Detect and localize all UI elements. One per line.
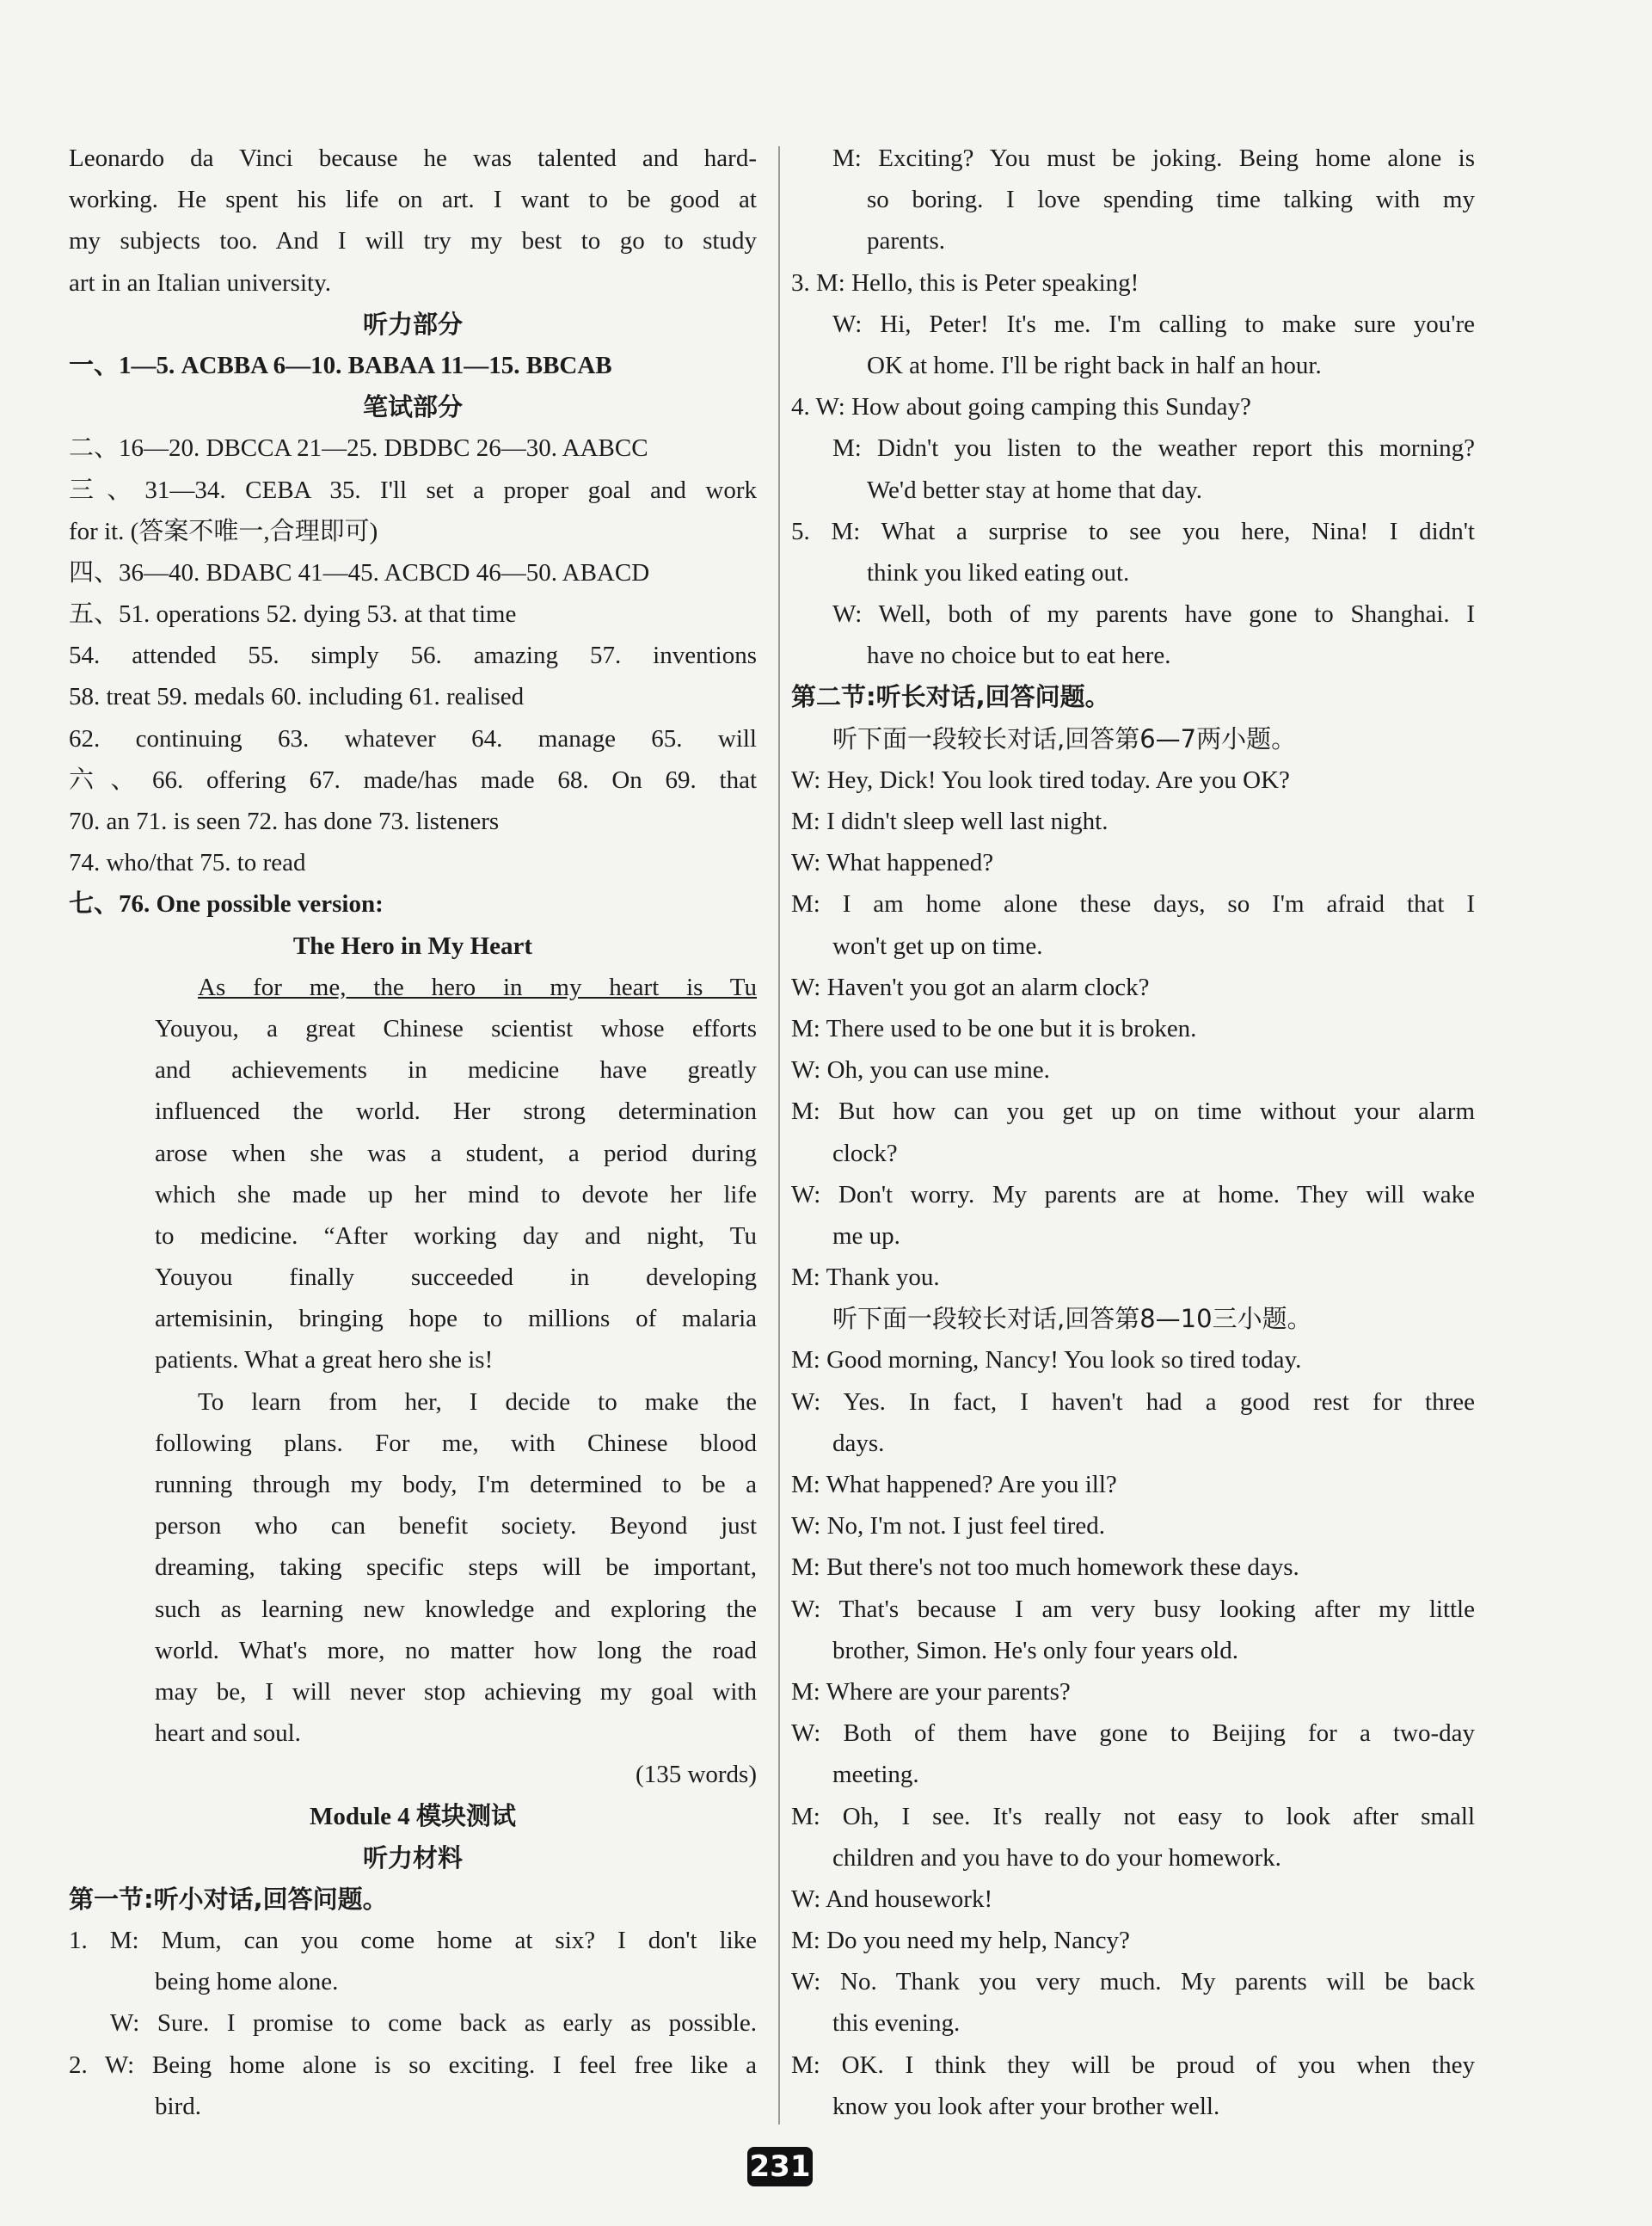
- essay-line: following plans. For me, with Chinese blood: [155, 1429, 757, 1457]
- listening-heading: 听力部分: [362, 309, 463, 339]
- dialogue-line: 2. W: Being home alone is so exciting. I feel free like a: [69, 2051, 757, 2079]
- material-title: 听力材料: [362, 1842, 463, 1872]
- answer-line: 58. treat 59. medals 60. including 61. realised: [69, 683, 525, 711]
- dialogue-line: M: Good morning, Nancy! You look so tired today.: [791, 1346, 1302, 1374]
- essay-line: Leonardo da Vinci because he was talented and hard-: [69, 145, 757, 172]
- essay-underlined-opening: As for me, the hero in my heart is Tu: [198, 973, 757, 1001]
- dialogue-line: days.: [832, 1429, 885, 1457]
- essay-line: world. What's more, no matter how long the road: [155, 1636, 757, 1664]
- answer-line: 62. continuing 63. whatever 64. manage 65. will: [69, 724, 757, 753]
- dialogue-line: M: I am home alone these days, so I'm afraid that I: [791, 890, 1475, 919]
- dialogue-line: W: No, I'm not. I just feel tired.: [791, 1512, 1105, 1540]
- dialogue-line: know you look after your brother well.: [832, 2092, 1220, 2120]
- dialogue-line: M: But how can you get up on time without your alarm: [791, 1098, 1475, 1126]
- left-column: [69, 138, 757, 2127]
- section-heading: 第一节:听小对话,回答问题。: [69, 1884, 388, 1914]
- dialogue-line: 5. M: What a surprise to see you here, Nina! I didn't: [791, 517, 1475, 545]
- essay-line: person who can benefit society. Beyond just: [155, 1512, 757, 1540]
- column-divider: [778, 146, 780, 2125]
- answer-line: 二、16—20. DBCCA 21—25. DBDBC 26—30. AABCC: [69, 434, 648, 463]
- answer-line: 六、66. offering 67. made/has made 68. On 69. that: [69, 766, 757, 794]
- essay-line: may be, I will never stop achieving my goal with: [155, 1677, 757, 1706]
- dialogue-line: won't get up on time.: [832, 932, 1043, 960]
- essay-line: patients. What a great hero she is!: [155, 1346, 494, 1374]
- essay-title: The Hero in My Heart: [292, 932, 533, 960]
- essay-line: [69, 967, 757, 1008]
- essay-line: such as learning new knowledge and exploring the: [155, 1595, 757, 1623]
- dialogue-line: M: Exciting? You must be joking. Being home alone is: [832, 145, 1475, 172]
- essay-line: dreaming, taking specific steps will be important,: [155, 1553, 757, 1582]
- dialogue-line: so boring. I love spending time talking with my: [867, 186, 1475, 214]
- dialogue-line: have no choice but to eat here.: [867, 642, 1171, 670]
- answer-line: 四、36—40. BDABC 41—45. ACBCD 46—50. ABACD: [69, 558, 650, 587]
- dialogue-line: brother, Simon. He's only four years old.: [832, 1636, 1239, 1664]
- module-title: Module 4 模块测试: [309, 1802, 517, 1830]
- right-column: [791, 138, 1475, 2127]
- essay-line: Youyou, a great Chinese scientist whose efforts: [155, 1014, 757, 1042]
- page-number: 231: [747, 2147, 813, 2186]
- answer-line: 54. attended 55. simply 56. amazing 57. inventions: [69, 642, 757, 670]
- writing-heading: 笔试部分: [362, 392, 463, 422]
- dialogue-line: M: Where are your parents?: [791, 1677, 1071, 1706]
- dialogue-line: W: What happened?: [791, 849, 994, 877]
- dialogue-line: M: Do you need my help, Nancy?: [791, 1927, 1130, 1955]
- essay-line: Youyou finally succeeded in developing: [155, 1264, 757, 1292]
- instruction: 听下面一段较长对话,回答第6—7两小题。: [832, 723, 1297, 753]
- essay-line: running through my body, I'm determined to be a: [155, 1471, 757, 1498]
- dialogue-line: M: What happened? Are you ill?: [791, 1471, 1117, 1498]
- dialogue-line: We'd better stay at home that day.: [867, 476, 1202, 504]
- essay-line: art in an Italian university.: [69, 268, 331, 297]
- dialogue-line: W: That's because I am very busy looking after my little: [791, 1595, 1475, 1623]
- section-heading: 第二节:听长对话,回答问题。: [791, 682, 1110, 712]
- dialogue-line: W: And housework!: [791, 1885, 993, 1913]
- dialogue-line: W: Well, both of my parents have gone to Shanghai. I: [832, 600, 1475, 629]
- dialogue-line: W: Oh, you can use mine.: [791, 1056, 1050, 1085]
- dialogue-line: 4. W: How about going camping this Sunday?: [791, 393, 1251, 421]
- dialogue-line: children and you have to do your homework.: [832, 1843, 1281, 1872]
- dialogue-line: M: But there's not too much homework these days.: [791, 1553, 1299, 1582]
- dialogue-line: W: Haven't you got an alarm clock?: [791, 973, 1150, 1001]
- dialogue-line: W: Yes. In fact, I haven't had a good rest for three: [791, 1387, 1475, 1416]
- essay-line: which she made up her mind to devote her life: [155, 1180, 757, 1208]
- dialogue-line: this evening.: [832, 2009, 961, 2038]
- answer-line: for it. (答案不唯一,合理即可): [69, 517, 378, 545]
- answer-line: 三、31—34. CEBA 35. I'll set a proper goal and work: [69, 476, 757, 504]
- dialogue-line: OK at home. I'll be right back in half an hour.: [867, 351, 1322, 379]
- dialogue-line: W: Hi, Peter! It's me. I'm calling to make sure you're: [832, 310, 1475, 338]
- dialogue-line: 3. M: Hello, this is Peter speaking!: [791, 268, 1139, 297]
- dialogue-line: M: I didn't sleep well last night.: [791, 808, 1108, 835]
- dialogue-line: W: Don't worry. My parents are at home. They will wake: [791, 1180, 1475, 1208]
- dialogue-line: W: Hey, Dick! You look tired today. Are you OK?: [791, 766, 1290, 794]
- word-count: (135 words): [636, 1761, 757, 1789]
- dialogue-line: 1. M: Mum, can you come home at six? I don't like: [69, 1927, 757, 1955]
- instruction: 听下面一段较长对话,回答第8—10三小题。: [832, 1304, 1312, 1334]
- dialogue-line: parents.: [867, 227, 945, 255]
- dialogue-line: W: Both of them have gone to Beijing for a two-day: [791, 1719, 1475, 1748]
- dialogue-line: M: There used to be one but it is broken.: [791, 1014, 1197, 1042]
- essay-line: to medicine. “After working day and night, Tu: [155, 1221, 757, 1250]
- dialogue-line: W: No. Thank you very much. My parents will be back: [791, 1968, 1475, 1996]
- answer-line: 70. an 71. is seen 72. has done 73. listeners: [69, 808, 500, 835]
- dialogue-line: M: Oh, I see. It's really not easy to look after small: [791, 1802, 1475, 1830]
- essay-line: working. He spent his life on art. I want to be good at: [69, 186, 757, 214]
- dialogue-line: clock?: [832, 1139, 898, 1167]
- dialogue-line: M: OK. I think they will be proud of you when they: [791, 2051, 1475, 2079]
- essay-line: and achievements in medicine have greatly: [155, 1056, 757, 1085]
- essay-line: To learn from her, I decide to make the: [198, 1387, 757, 1416]
- dialogue-line: M: Didn't you listen to the weather report this morning?: [832, 434, 1475, 463]
- dialogue-line: meeting.: [832, 1761, 919, 1789]
- essay-line: influenced the world. Her strong determination: [155, 1098, 757, 1126]
- answer-line: 一、1—5. ACBBA 6—10. BABAA 11—15. BBCAB: [69, 351, 612, 379]
- essay-line: heart and soul.: [155, 1719, 301, 1748]
- dialogue-line: being home alone.: [155, 1968, 339, 1996]
- dialogue-line: W: Sure. I promise to come back as early as possible.: [110, 2009, 757, 2038]
- dialogue-line: M: Thank you.: [791, 1264, 940, 1292]
- essay-line: artemisinin, bringing hope to millions of malaria: [155, 1305, 757, 1333]
- essay-line: my subjects too. And I will try my best to go to study: [69, 227, 757, 255]
- dialogue-line: think you liked eating out.: [867, 558, 1130, 587]
- answer-line: 五、51. operations 52. dying 53. at that time: [69, 600, 517, 629]
- answer-line: 74. who/that 75. to read: [69, 849, 306, 877]
- writing-task-label: 七、76. One possible version:: [69, 890, 384, 919]
- dialogue-line: me up.: [832, 1221, 900, 1250]
- essay-line: arose when she was a student, a period during: [155, 1139, 757, 1167]
- dialogue-line: bird.: [155, 2092, 201, 2120]
